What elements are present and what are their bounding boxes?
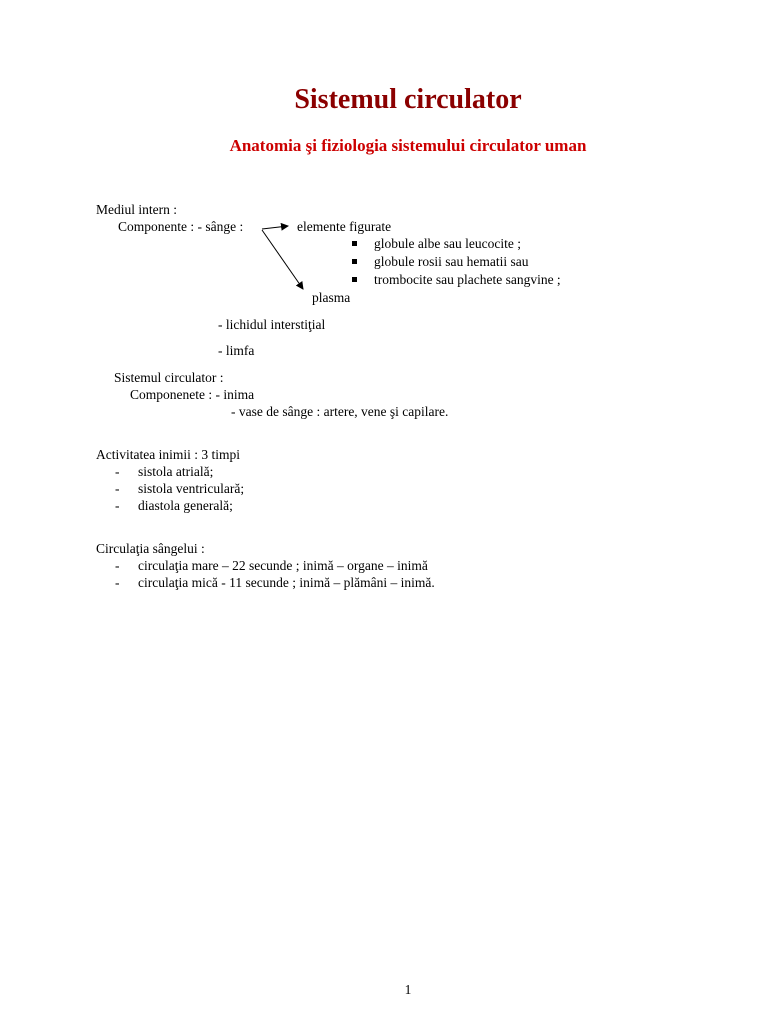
bullet-icon — [352, 241, 357, 246]
limfa-label: - limfa — [218, 343, 255, 358]
page-number: 1 — [404, 982, 412, 997]
mediul-intern-heading: Mediul intern : — [96, 202, 177, 217]
arrow-to-elemente — [262, 226, 288, 229]
list-item: sistola ventriculară; — [138, 481, 245, 496]
bullet-icon — [352, 277, 357, 282]
dash-marker: - — [115, 558, 120, 573]
sistem-componente: Componenete : - inima — [130, 387, 255, 402]
activitate-heading: Activitatea inimii : 3 timpi — [96, 447, 240, 462]
list-item: sistola atrială; — [138, 464, 214, 479]
dash-marker: - — [115, 575, 120, 590]
dash-marker: - — [115, 498, 120, 513]
bullet-icon — [352, 259, 357, 264]
list-item: circulaţia mare – 22 secunde ; inimă – organe – inimă — [138, 558, 428, 573]
bullet-item: globule rosii sau hematii sau — [374, 254, 529, 269]
dash-marker: - — [115, 481, 120, 496]
list-item: diastola generală; — [138, 498, 233, 513]
dash-marker: - — [115, 464, 120, 479]
plasma-label: plasma — [312, 290, 351, 305]
sistem-heading: Sistemul circulator : — [114, 370, 224, 385]
page-subtitle: Anatomia şi fiziologia sistemului circulator uman — [229, 136, 587, 155]
list-item: circulaţia mică - 11 secunde ; inimă – plămâni – inimă. — [138, 575, 435, 590]
elemente-figurate-label: elemente figurate — [297, 219, 392, 234]
circulatie-heading: Circulaţia sângelui : — [96, 541, 205, 556]
page-title: Sistemul circulator — [294, 84, 522, 115]
bullet-item: trombocite sau plachete sangvine ; — [374, 272, 561, 287]
componente-label: Componente : - sânge : — [118, 219, 244, 234]
lichid-label: - lichidul interstiţial — [218, 317, 326, 332]
sistem-vase: - vase de sânge : artere, vene şi capilare. — [231, 404, 449, 419]
arrow-to-plasma — [262, 230, 303, 289]
bullet-item: globule albe sau leucocite ; — [374, 236, 521, 251]
